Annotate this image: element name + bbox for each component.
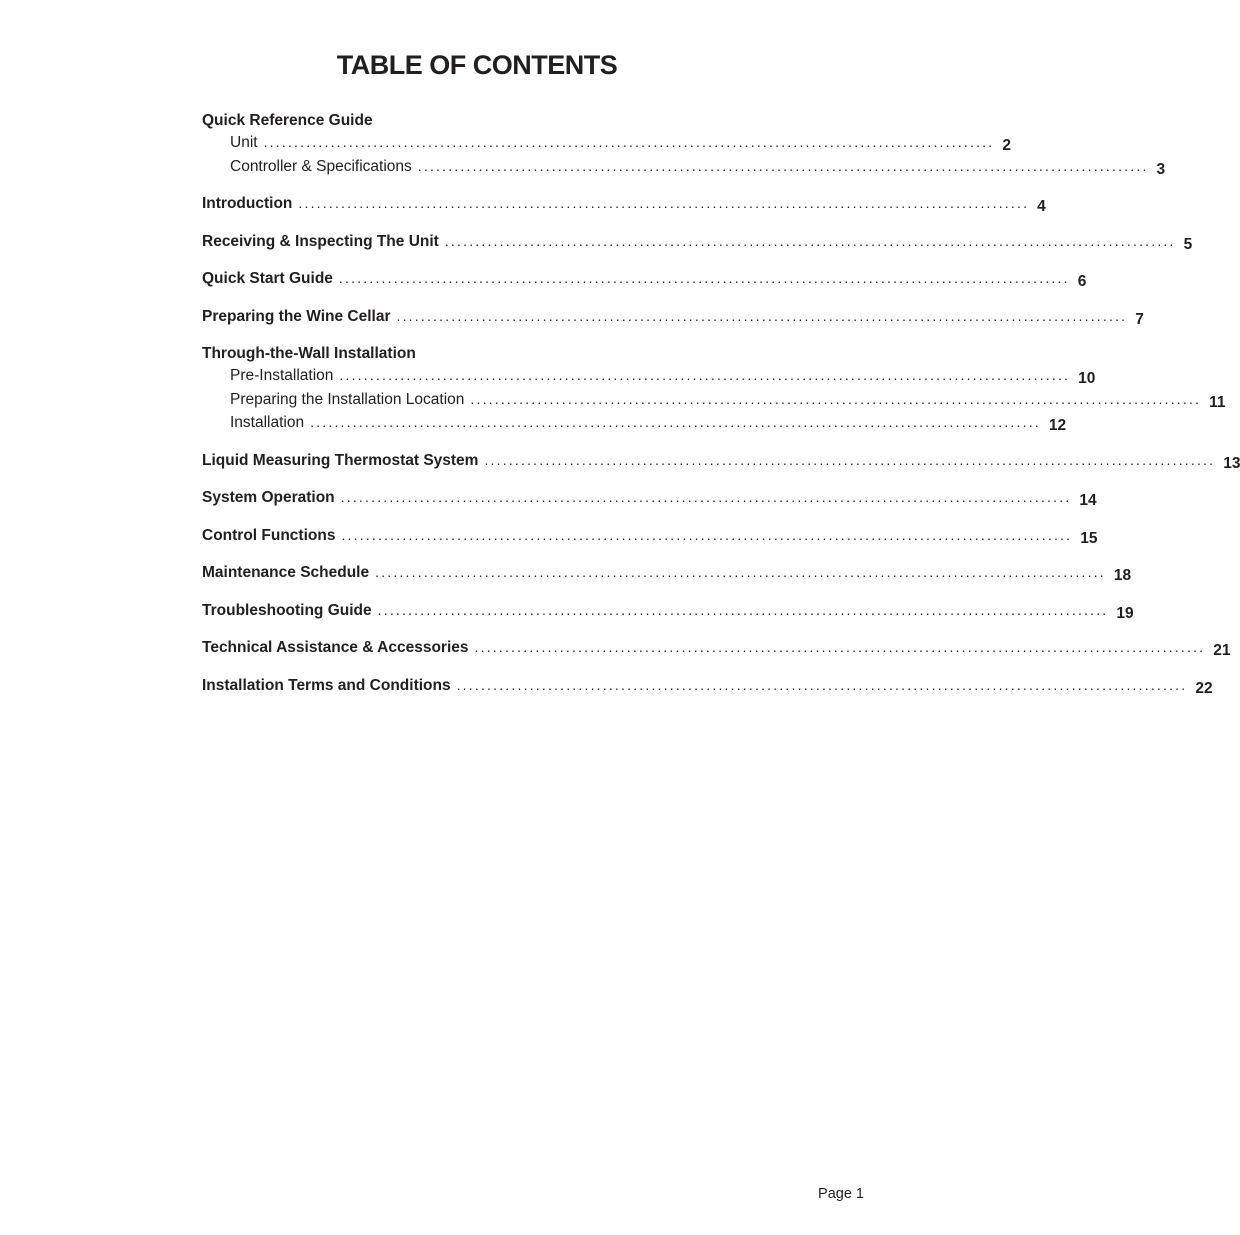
dot-leader: ........................................................................................................................: [340, 489, 1072, 505]
toc-group: [202, 564, 1132, 588]
dot-leader: ........................................................................................................................: [484, 451, 1216, 468]
dot-leader: ........................................................................................................................: [263, 134, 995, 150]
table-of-contents: [202, 112, 1240, 714]
dot-leader: ........................................................................................................................: [474, 639, 1206, 655]
toc-entry-label: Preparing the Wine Cellar: [202, 307, 391, 325]
toc-heading: Quick Reference Guide: [202, 112, 373, 129]
toc-entry-label: Technical Assistance & Accessories: [202, 639, 469, 656]
page-number: Page 1: [818, 1186, 864, 1202]
toc-entry-page: 3: [1156, 160, 1166, 178]
toc-entry-page: 22: [1195, 679, 1213, 697]
toc-entry[interactable]: [202, 390, 1226, 415]
toc-entry[interactable]: [202, 601, 1134, 626]
toc-entry-label: Unit: [230, 134, 258, 151]
toc-entry[interactable]: [202, 639, 1231, 663]
toc-entry[interactable]: [202, 157, 1166, 182]
toc-group: [202, 601, 1134, 626]
dot-leader: ........................................................................................................................: [298, 195, 1030, 211]
toc-entry[interactable]: [202, 367, 1096, 391]
toc-group-through-the-wall: [202, 345, 1226, 438]
toc-entry[interactable]: [202, 414, 1067, 438]
toc-entry-page: 21: [1213, 642, 1231, 659]
toc-entry-label: Troubleshooting Guide: [202, 601, 372, 619]
toc-group: [202, 676, 1213, 701]
toc-group: [202, 307, 1144, 332]
toc-entry-page: 19: [1116, 604, 1134, 622]
toc-group: [202, 270, 1087, 294]
toc-entry-page: 12: [1048, 417, 1067, 434]
toc-entry-label: Preparing the Installation Location: [230, 390, 465, 408]
toc-entry[interactable]: [202, 526, 1098, 551]
dot-leader: ........................................................................................................................: [470, 390, 1202, 407]
toc-entry-label: Controller & Specifications: [230, 157, 412, 175]
toc-entry-label: Liquid Measuring Thermostat System: [202, 451, 479, 469]
toc-entry-label: System Operation: [202, 489, 335, 506]
dot-leader: ........................................................................................................................: [377, 601, 1109, 618]
toc-entry-page: 7: [1135, 310, 1144, 328]
toc-entry-label: Quick Start Guide: [202, 270, 333, 287]
dot-leader: ........................................................................................................................: [310, 414, 1041, 430]
toc-entry-page: 15: [1080, 529, 1098, 547]
toc-entry-page: 4: [1037, 198, 1046, 215]
toc-group: [202, 195, 1046, 219]
dot-leader: ........................................................................................................................: [444, 232, 1176, 249]
toc-group: [202, 489, 1097, 513]
toc-group: [202, 526, 1098, 551]
toc-entry-label: Introduction: [202, 195, 293, 212]
dot-leader: ........................................................................................................................: [375, 564, 1106, 580]
toc-entry-page: 13: [1223, 454, 1240, 472]
toc-entry[interactable]: [202, 307, 1144, 332]
dot-leader: ........................................................................................................................: [338, 270, 1070, 286]
toc-group-quick-reference: [202, 112, 1166, 181]
toc-entry-label: Installation Terms and Conditions: [202, 676, 451, 694]
toc-entry-page: 14: [1079, 492, 1097, 509]
toc-entry[interactable]: [202, 676, 1213, 701]
toc-entry-label: Pre-Installation: [230, 367, 334, 384]
toc-entry-page: 6: [1077, 273, 1087, 290]
toc-group: [202, 451, 1240, 476]
toc-entry-label: Control Functions: [202, 526, 336, 544]
dot-leader: ........................................................................................................................: [456, 676, 1188, 693]
toc-entry-page: 11: [1209, 393, 1226, 411]
toc-entry[interactable]: [202, 134, 1011, 158]
toc-entry-label: Receiving & Inspecting The Unit: [202, 232, 439, 250]
toc-entry[interactable]: [202, 232, 1193, 257]
toc-group: [202, 639, 1231, 663]
dot-leader: ........................................................................................................................: [417, 157, 1149, 174]
document-title: TABLE OF CONTENTS: [336, 50, 618, 80]
dot-leader: ........................................................................................................................: [396, 307, 1128, 324]
toc-entry-page: 5: [1183, 235, 1193, 253]
toc-entry[interactable]: [202, 195, 1046, 219]
toc-heading: Through-the-Wall Installation: [202, 345, 416, 362]
toc-entry-page: 2: [1002, 137, 1011, 154]
toc-group: [202, 232, 1193, 257]
toc-entry-page: 18: [1113, 567, 1132, 584]
dot-leader: ........................................................................................................................: [341, 526, 1073, 543]
toc-entry[interactable]: [202, 451, 1240, 476]
toc-entry[interactable]: [202, 270, 1087, 294]
toc-entry-page: 10: [1078, 370, 1096, 387]
toc-entry-label: Maintenance Schedule: [202, 564, 370, 581]
toc-entry-label: Installation: [230, 414, 305, 431]
dot-leader: ........................................................................................................................: [339, 367, 1071, 383]
toc-entry[interactable]: [202, 489, 1097, 513]
toc-entry[interactable]: [202, 564, 1132, 588]
